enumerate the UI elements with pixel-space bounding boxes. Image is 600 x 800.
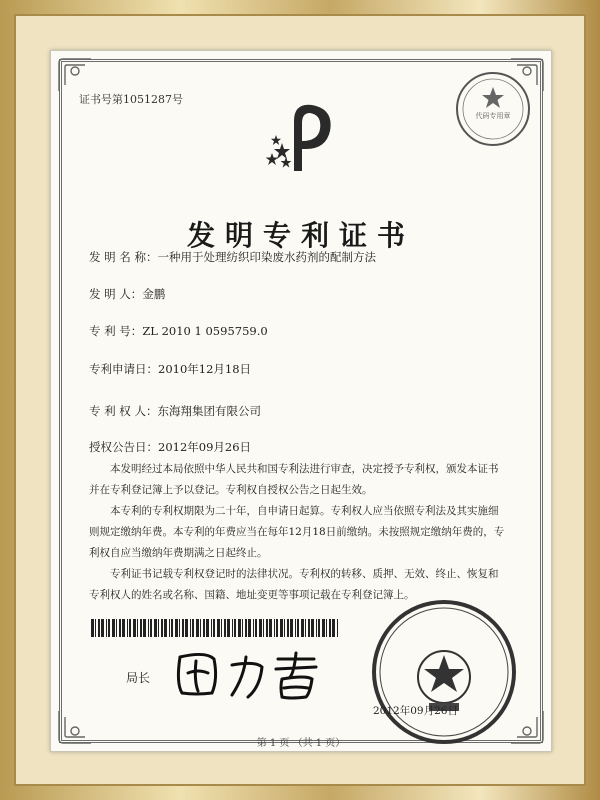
small-stamp-text: 代码专用章 xyxy=(475,112,511,120)
field-label: 发 明 名 称： xyxy=(89,250,158,264)
seal-date: 2012年09月26日 xyxy=(373,705,458,717)
certificate-number: 证书号第1051287号 xyxy=(79,93,183,106)
office-seal xyxy=(369,597,519,747)
field-value: 东海翔集团有限公司 xyxy=(157,404,261,418)
field-label: 授权公告日： xyxy=(89,440,158,454)
field-invention-name xyxy=(89,249,376,265)
body-paragraph: 本专利的专利权期限为二十年，自申请日起算。专利权人应当依照专利法及其实施细则规定缴纳年费。本专利的年费应当在每年12月18日前缴纳。未按照规定缴纳年费的，专利权自应当缴纳年费期满之日起终止。 xyxy=(89,505,505,559)
field-value: 一种用于处理纺织印染废水药剂的配制方法 xyxy=(157,250,376,264)
certificate-body xyxy=(89,459,507,606)
director-signature xyxy=(166,643,336,703)
field-patentee xyxy=(89,403,261,419)
field-label: 专 利 号： xyxy=(89,324,143,338)
barcode xyxy=(91,619,341,637)
field-value: 2012年09月26日 xyxy=(158,440,252,454)
registration-stamp xyxy=(453,69,533,149)
field-value: 金鹏 xyxy=(142,287,166,301)
field-filing-date xyxy=(89,361,251,377)
field-value: ZL 2010 1 0595759.0 xyxy=(142,324,268,338)
corner-ornament-icon xyxy=(55,55,95,95)
field-grant-date xyxy=(89,439,251,455)
field-patent-number xyxy=(89,323,268,339)
patent-office-emblem-icon xyxy=(256,91,346,181)
field-inventor xyxy=(89,286,165,302)
certificate-paper xyxy=(50,50,552,752)
page-indicator: 第 1 页 （共 1 页） xyxy=(256,738,346,749)
field-value: 2010年12月18日 xyxy=(158,362,252,376)
field-label: 专利申请日： xyxy=(89,362,158,376)
body-paragraph: 本发明经过本局依照中华人民共和国专利法进行审查，决定授予专利权，颁发本证书并在专利登记簿上予以登记。专利权自授权公告之日起生效。 xyxy=(89,463,499,496)
director-label: 局长 xyxy=(126,671,151,685)
certificate-title: 发明专利证书 xyxy=(186,219,415,252)
field-label: 发 明 人： xyxy=(89,287,143,301)
body-paragraph: 专利证书记载专利权登记时的法律状况。专利权的转移、质押、无效、终止、恢复和专利权人的姓名或名称、国籍、地址变更等事项记载在专利登记簿上。 xyxy=(89,568,499,601)
field-label: 专 利 权 人： xyxy=(89,404,158,418)
